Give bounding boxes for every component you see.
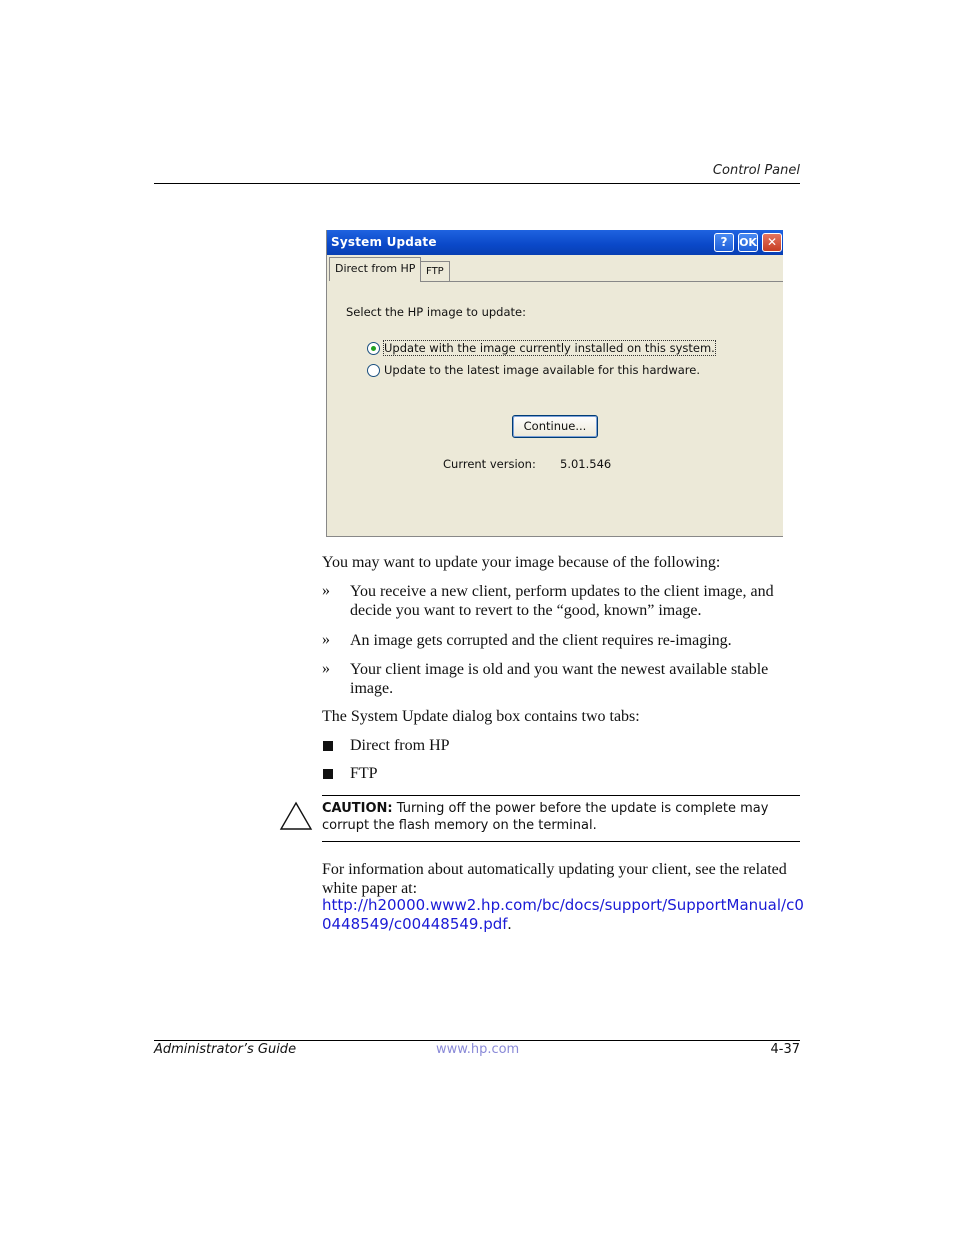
tab-ftp[interactable]: FTP <box>420 261 450 281</box>
footer-guide-title: Administrator’s Guide <box>154 1042 297 1057</box>
help-button[interactable]: ? <box>714 233 734 252</box>
caution-rule-bottom <box>322 841 800 842</box>
dialog-title: System Update <box>331 235 437 249</box>
current-version-label: Current version: <box>443 457 536 471</box>
tabs-intro-paragraph: The System Update dialog box contains two tabs: <box>322 708 640 725</box>
ok-button[interactable]: OK <box>738 233 758 252</box>
page-number: 4-37 <box>770 1042 800 1057</box>
current-version-value: 5.01.546 <box>560 457 612 471</box>
tab-list-item: Direct from HP <box>350 737 450 754</box>
tab-list-item: FTP <box>350 765 378 782</box>
reason-marker: » <box>322 660 330 677</box>
running-header: Control Panel <box>712 163 800 178</box>
reason-item: Your client image is old and you want the newest available stable image. <box>350 661 769 697</box>
close-button[interactable] <box>762 233 782 252</box>
image-prompt-label: Select the HP image to update: <box>346 305 526 319</box>
header-rule <box>154 183 800 184</box>
white-paper-link-block <box>322 896 804 934</box>
tab-strip <box>329 257 781 281</box>
option-current-image-label: Update with the image currently installed on this system. <box>384 341 715 355</box>
reason-marker: » <box>322 631 330 648</box>
continue-button[interactable]: Continue... <box>512 415 598 438</box>
white-paper-link-line1[interactable]: http://h20000.www2.hp.com/bc/docs/support/SupportManual/c0 <box>322 896 804 914</box>
option-latest-image[interactable] <box>367 363 700 377</box>
option-latest-image-label: Update to the latest image available for this hardware. <box>384 363 700 377</box>
reason-item: You receive a new client, perform updates to the client image, and decide you want to revert to the “good, known” image. <box>350 583 774 619</box>
dialog-titlebar <box>327 230 783 255</box>
radio-unchecked-icon[interactable] <box>367 364 380 377</box>
footer-website[interactable]: www.hp.com <box>436 1042 520 1057</box>
caution-rule-top <box>322 795 800 796</box>
tab-direct-from-hp[interactable]: Direct from HP <box>329 257 421 281</box>
caution-text: Turning off the power before the update is complete may corrupt the flash memory on the terminal. <box>322 801 769 833</box>
link-period: . <box>507 916 512 933</box>
white-paper-link-line2[interactable]: 0448549/c00448549.pdf <box>322 915 508 933</box>
footer-rule <box>154 1040 800 1041</box>
close-icon: ✕ <box>766 235 778 249</box>
square-bullet-icon <box>323 741 333 751</box>
caution-note <box>322 800 792 834</box>
info-paragraph: For information about automatically updating your client, see the related white paper at: <box>322 861 787 897</box>
reason-marker: » <box>322 582 330 599</box>
square-bullet-icon <box>323 769 333 779</box>
radio-checked-icon[interactable] <box>367 342 380 355</box>
option-current-image[interactable] <box>367 341 715 355</box>
system-update-dialog <box>326 230 783 537</box>
caution-label: CAUTION: <box>322 801 393 816</box>
caution-triangle-icon <box>279 801 313 831</box>
intro-paragraph: You may want to update your image because of the following: <box>322 554 721 571</box>
reason-item: An image gets corrupted and the client requires re-imaging. <box>350 632 732 649</box>
tab-divider <box>420 281 783 282</box>
